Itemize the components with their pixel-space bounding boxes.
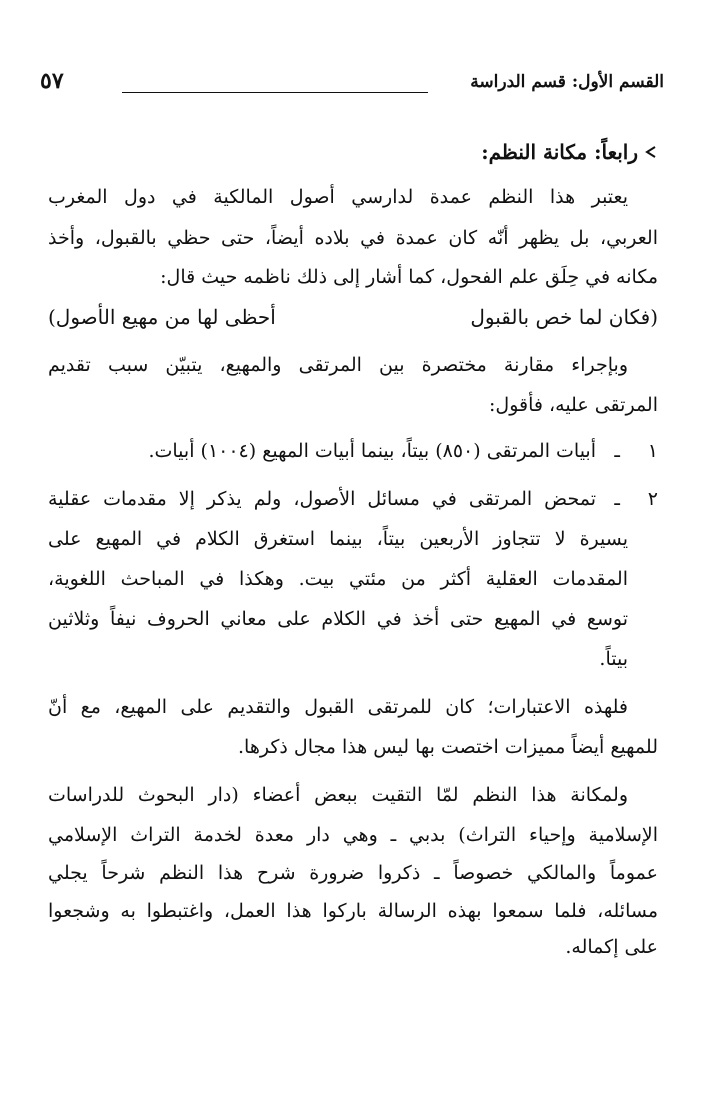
list-item-2-number: ٢ [647, 488, 658, 510]
header-rule [122, 92, 428, 93]
list-item-1-text: أبيات المرتقى (٨٥٠) بيتاً، بينما أبيات المهيع (١٠٠٤) أبيات. [148, 440, 596, 462]
section-heading-text: رابعاً: مكانة النظم: [481, 140, 638, 164]
list-item-2-line-3: المقدمات العقلية أكثر من مئتي بيت. وهكذا في المباحث اللغوية، [48, 568, 628, 590]
list-item-1-number: ١ [647, 440, 658, 462]
list-item-2-line-1: تمحض المرتقى في مسائل الأصول، ولم يذكر إلا مقدمات عقلية [48, 488, 596, 510]
verse-hemistich-1: (فكان لما خص بالقبول [470, 305, 658, 329]
list-item-1-dash: ـ [614, 440, 620, 462]
running-header [40, 68, 664, 102]
paragraph-4-line-5: على إكماله. [565, 936, 658, 958]
chevron-left-icon [644, 143, 658, 164]
paragraph-4-line-3: عموماً والمالكي خصوصاً ـ ذكروا ضرورة شرح هذا النظم شرحاً يجلي [48, 862, 658, 884]
page-number: ٥٧ [40, 68, 64, 94]
paragraph-1-line-1: يعتبر هذا النظم عمدة لدارسي أصول المالكية في دول المغرب [48, 186, 628, 208]
paragraph-1-line-3: مكانه في حِلَق علم الفحول، كما أشار إلى ذلك ناظمه حيث قال: [160, 266, 658, 288]
verse-hemistich-2: أحظى لها من مهيع الأصول) [48, 305, 276, 329]
list-item-2-line-4: توسع في المهيع حتى أخذ في الكلام على معاني الحروف نيفاً وثلاثين [48, 608, 628, 630]
verse [48, 305, 658, 335]
paragraph-3-line-2: للمهيع أيضاً مميزات اختصت بها ليس هذا مجال ذكرها. [238, 736, 658, 758]
paragraph-2-line-2: المرتقى عليه، فأقول: [488, 394, 658, 416]
list-item-2-line-5: بيتاً. [599, 648, 628, 670]
paragraph-3-line-1: فلهذه الاعتبارات؛ كان للمرتقى القبول والتقديم على المهيع، مع أنّ [48, 696, 628, 718]
list-item-2-dash: ـ [614, 488, 620, 510]
paragraph-4-line-1: ولمكانة هذا النظم لمّا التقيت ببعض أعضاء (دار البحوث للدراسات [48, 784, 628, 806]
list-item-2-line-2: يسيرة لا تتجاوز الأربعين بيتاً، بينما استغرق الكلام في المهيع على [48, 528, 628, 550]
header-title: القسم الأول: قسم الدراسة [470, 72, 664, 92]
section-heading [481, 140, 658, 164]
paragraph-2-line-1: وبإجراء مقارنة مختصرة بين المرتقى والمهيع، يتبيّن سبب تقديم [48, 354, 628, 376]
paragraph-4-line-4: مسائله، فلما سمعوا بهذه الرسالة باركوا هذا العمل، واغتبطوا به وشجعوا [48, 900, 658, 922]
paragraph-1-line-2: العربي، بل يظهر أنّه كان عمدة في بلاده أيضاً، حتى حظي بالقبول، وأخذ [48, 227, 658, 249]
paragraph-4-line-2: الإسلامية وإحياء التراث) بدبي ـ وهي دار معدة لخدمة التراث الإسلامي [48, 824, 658, 846]
